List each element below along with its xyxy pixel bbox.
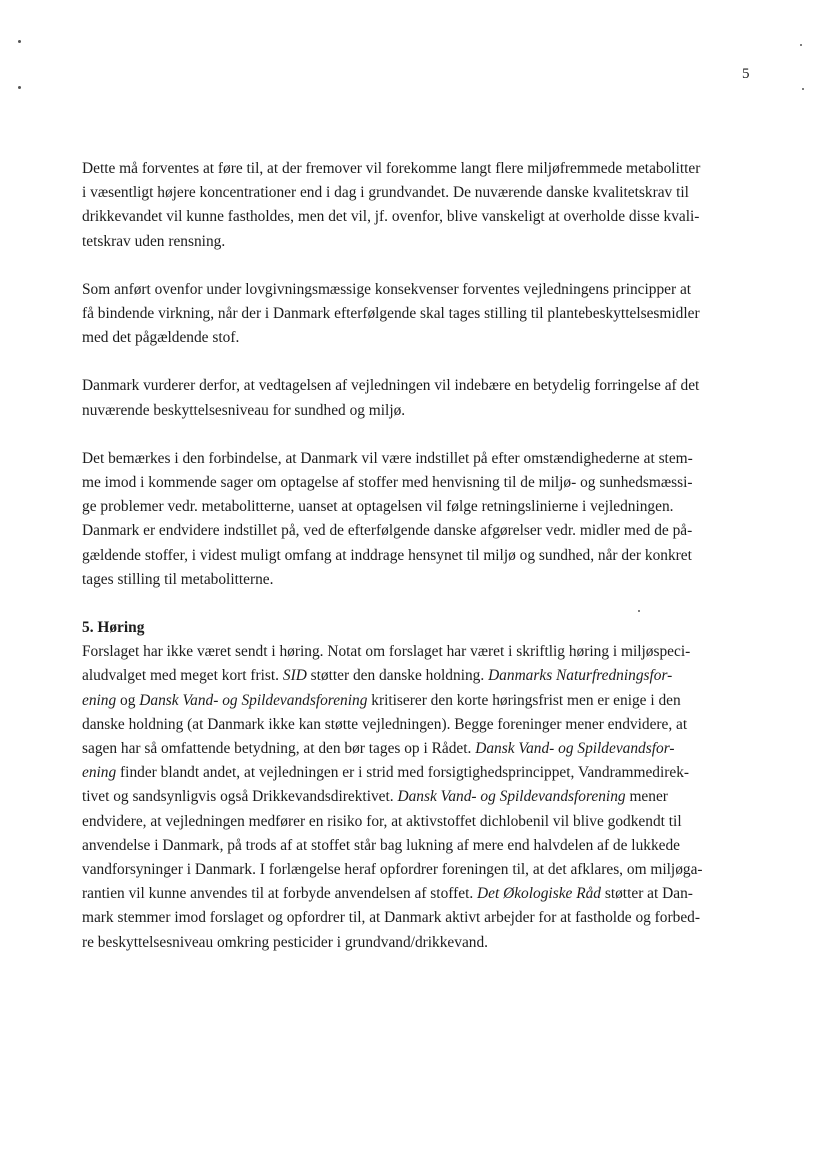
text-line: med det pågældende stof. bbox=[82, 329, 240, 347]
text-line bbox=[82, 713, 754, 737]
text-line bbox=[82, 785, 754, 809]
text-segment: Forslaget har ikke været sendt i høring. Notat om forslaget har været i skriftlig høring i miljøspeci- bbox=[82, 643, 691, 661]
text-line bbox=[82, 737, 754, 761]
text-segment: tivet og sandsynligvis også Drikkevandsdirektivet. bbox=[82, 788, 398, 806]
italic-text: SID bbox=[282, 667, 307, 685]
text-line: Det bemærkes i den forbindelse, at Danmark vil være indstillet på efter omstændighederne at stem- bbox=[82, 449, 693, 467]
text-line: gældende stoffer, i videst muligt omfang at inddrage hensynet til miljø og sundhed, når der konkret bbox=[82, 546, 692, 564]
italic-text: Dansk Vand- og Spildevandsforening bbox=[397, 788, 626, 806]
text-line: ge problemer vedr. metabolitterne, uanset at optagelsen vil følge retningslinierne i vejledningen. bbox=[82, 498, 674, 516]
text-segment: rantien vil kunne anvendes til at forbyde anvendelsen af stoffet. bbox=[82, 885, 478, 903]
italic-text: ening bbox=[82, 691, 117, 709]
italic-text: Dansk Vand- og Spildevandsfor- bbox=[475, 740, 675, 758]
italic-text: Dansk Vand- og Spildevandsforening bbox=[139, 691, 368, 709]
text-line: drikkevandet vil kunne fastholdes, men det vil, jf. ovenfor, blive vanskeligt at overholde disse kvali- bbox=[82, 208, 700, 226]
text-segment: danske holdning (at Danmark ikke kan støtte vejledningen). Begge foreninger mener endvidere, at bbox=[82, 715, 688, 733]
text-line bbox=[82, 761, 754, 785]
text-line bbox=[82, 931, 754, 955]
text-segment: støtter at Dan- bbox=[601, 885, 693, 903]
text-line bbox=[82, 906, 754, 930]
italic-text: ening bbox=[82, 764, 117, 782]
text-line: Som anført ovenfor under lovgivningsmæssige konsekvenser forventes vejledningens principper at bbox=[82, 280, 692, 298]
text-line: tages stilling til metabolitterne. bbox=[82, 570, 274, 588]
text-line: Danmark vurderer derfor, at vedtagelsen af vejledningen vil indebære en betydelig forringelse af det bbox=[82, 377, 700, 395]
text-line bbox=[82, 834, 754, 858]
text-line bbox=[82, 882, 754, 906]
text-line bbox=[82, 640, 754, 664]
text-line: tetskrav uden rensning. bbox=[82, 232, 226, 250]
text-segment: anvendelse i Danmark, på trods af at stoffet står bag lukning af mere end halvdelen af de lukkede bbox=[82, 836, 681, 854]
text-segment: mark stemmer imod forslaget og opfordrer til, at Danmark aktivt arbejder for at fastholde og forbed- bbox=[82, 909, 700, 927]
italic-text: Det Økologiske Råd bbox=[477, 885, 601, 903]
paragraph bbox=[82, 374, 754, 422]
text-line bbox=[82, 689, 754, 713]
text-line: Dette må forventes at føre til, at der fremover vil forekomme langt flere miljøfremmede metabolitter bbox=[82, 160, 701, 177]
text-line bbox=[82, 858, 754, 882]
document-body bbox=[82, 157, 754, 955]
text-line: me imod i kommende sager om optagelse af stoffer med henvisning til de miljø- og sunhedsmæssi- bbox=[82, 474, 693, 492]
text-line: få bindende virkning, når der i Danmark efterfølgende skal tages stilling til plantebeskyttelsesmidler bbox=[82, 305, 700, 323]
text-segment: og bbox=[116, 691, 140, 709]
section-hoering bbox=[82, 616, 754, 955]
text-segment: sagen har så omfattende betydning, at den bør tages op i Rådet. bbox=[82, 740, 476, 758]
text-segment: aludvalget med meget kort frist. bbox=[82, 667, 283, 685]
paragraph bbox=[82, 157, 754, 254]
text-segment: vandforsyninger i Danmark. I forlængelse heraf opfordrer foreningen til, at det afklares, om miljøga- bbox=[82, 861, 703, 879]
italic-text: Danmarks Naturfredningsfor- bbox=[488, 667, 673, 685]
text-segment: endvidere, at vejledningen medfører en risiko for, at aktivstoffet dichlobenil vil blive godkendt til bbox=[82, 812, 682, 830]
page-number: 5 bbox=[742, 66, 750, 82]
text-segment: re beskyttelsesniveau omkring pesticider i grundvand/drikkevand. bbox=[82, 933, 489, 951]
text-line bbox=[82, 810, 754, 834]
section-heading: 5. Høring bbox=[82, 619, 145, 637]
paragraph bbox=[82, 278, 754, 351]
text-line: Danmark er endvidere indstillet på, ved de efterfølgende danske afgørelser vedr. midler med de på- bbox=[82, 522, 693, 540]
text-segment: kritiserer den korte høringsfrist men er enige i den bbox=[367, 691, 681, 709]
text-line bbox=[82, 664, 754, 688]
text-line: nuværende beskyttelsesniveau for sundhed og miljø. bbox=[82, 401, 406, 419]
text-segment: finder blandt andet, at vejledningen er i strid med forsigtighedsprincippet, Vandrammedirek- bbox=[116, 764, 690, 782]
text-segment: støtter den danske holdning. bbox=[306, 667, 489, 685]
text-segment: mener bbox=[625, 788, 668, 806]
paragraph bbox=[82, 447, 754, 592]
text-line: i væsentligt højere koncentrationer end i dag i grundvandet. De nuværende danske kvalitetskrav til bbox=[82, 184, 689, 202]
